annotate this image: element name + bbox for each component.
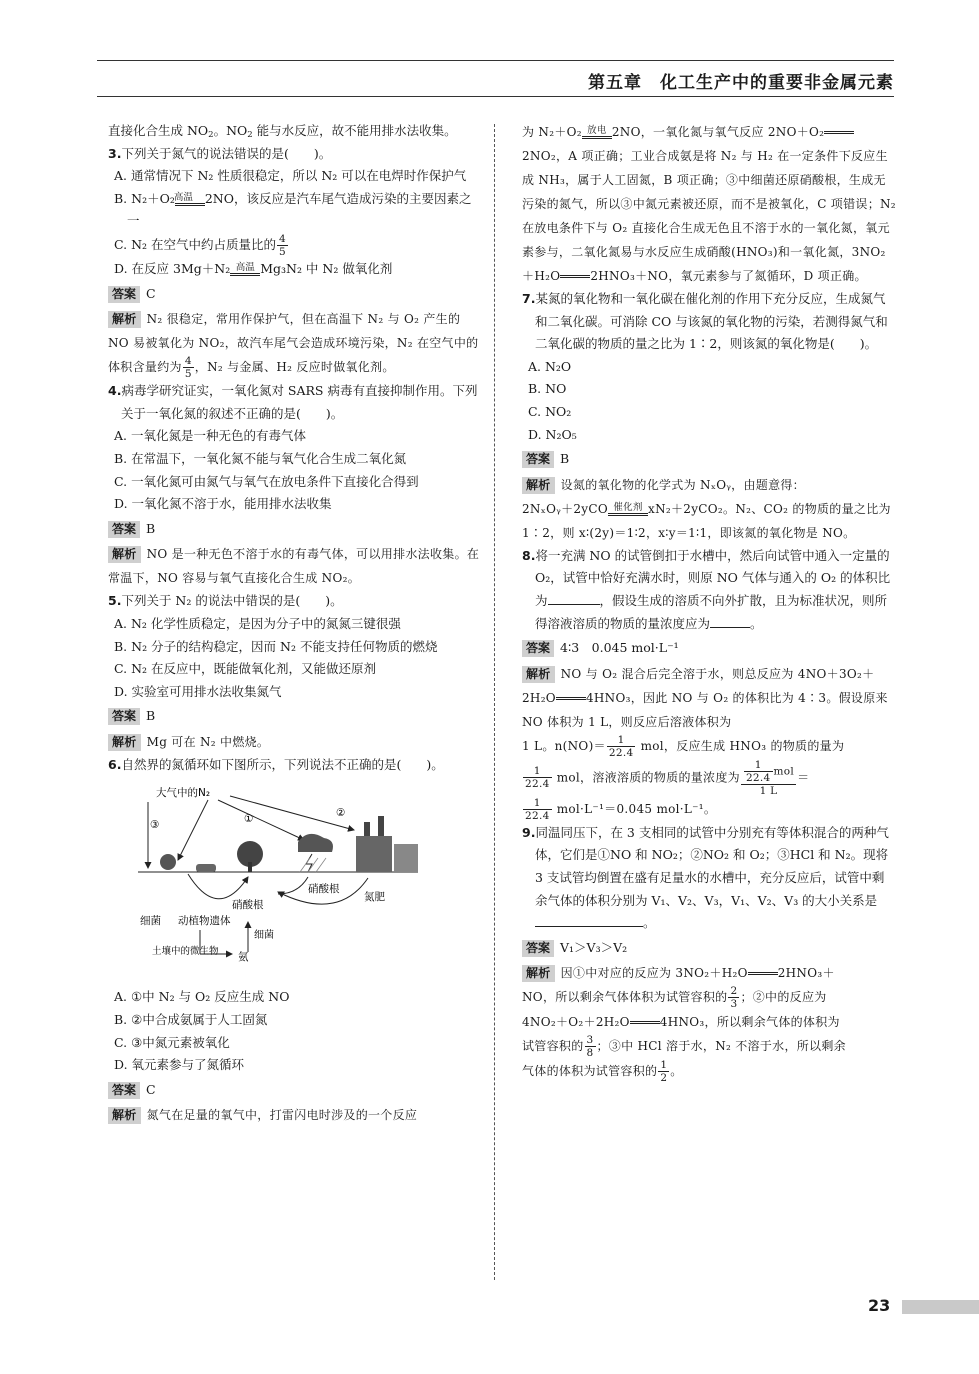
answer-tag: 答案 [108,521,140,538]
fraction: $\frac{1}{22.4}$ [608,733,634,759]
answer-blank[interactable] [710,627,750,628]
right-column [522,120,896,1084]
option-b: B. ②中合成氨属于人工固氮 [114,1012,268,1028]
reaction-arrow: 催化剂 [608,503,648,516]
reaction-equals [748,972,778,975]
explanation: 解析 设氮的氧化物的化学式为 NₓOᵧ，由题意得： 2NₓOᵧ＋2yCO 催化剂 xN₂＋2yCO₂。N₂、CO₂ 的物质的量之比为 1∶2，则 x∶(2y)＝1∶2，x∶y＝1∶1，即该氮的氧化物是 NO。 [522,477,891,540]
question-8: 8.将一充满 NO 的试管倒扣于水槽中，然后向试管中通入一定量的 O₂，试管中恰好充满水时，则原 NO 气体与通入的 O₂ 的体积比为 ，假设生成的溶质不向外扩散，且为标准状况，则所得溶液溶质的物质的量浓度应为 。 答案 4∶3 0.045 mol·L⁻¹ 解析 NO 与 O₂ 混合后完全溶于水，则总反应为 4NO＋3O₂＋2H₂O 4HNO₃，因此 NO 与 O₂ 的体积比为 4∶3。假设原来 NO 体积为 1 L，则反应后溶液体积为 1 L。n(NO)＝ $\frac{1}{22.4}$ mol，反应生成 HNO₃ 的物质的量为 $\frac{1}{22.4}$ mol，溶液溶质的物质的量浓度为 $\frac{1}{22.4}$ mol 1 L ＝ $\frac{1}{22.4}$ mol·L⁻¹＝0.045 mol·L⁻¹。 [522,545,896,822]
arrow-1a [178,800,208,860]
left-column [108,120,480,1127]
answer-row: 答案 B [522,448,896,471]
answer-row: 答案 C [108,283,480,306]
fraction: $\frac{1}{22.4}$ [525,796,550,822]
fraction: $\frac{3}{8}$ [586,1034,594,1060]
answer-row: 答案 B [108,705,480,728]
answer-tag: 答案 [108,1082,140,1099]
circle-3-label: ③ [150,819,160,832]
option-d: D. 氧元素参与了氮循环 [114,1057,245,1073]
option-a: A. ①中 N₂ 与 O₂ 反应生成 NO [114,989,290,1005]
explanation-tag: 解析 [108,734,141,751]
fertilizer-label: 氮肥 [364,891,385,904]
reaction-equals [630,1021,660,1024]
option-b: B. NO [528,381,567,397]
reaction-equals [560,275,590,278]
question-7: 7.某氮的氧化物和一氧化碳在催化剂的作用下充分反应，生成氮气和二氧化碳。可消除 CO 与该氮的氧化物的污染，若测得氮气和二氧化碳的物质的量之比为 1∶2，则该氮的氧化物是( )。 A. N₂O B. NO C. NO₂ D. N₂O₅ 答案 B 解析 设氮的氧化物的化学式为 NₓOᵧ，由题意得： 2NₓOᵧ＋2yCO 催化剂 xN₂＋2yCO₂。N₂、CO₂ 的物质的量之比为 1∶2，则 x∶(2y)＝1∶2，x∶y＝1∶1，即该氮的氧化物是 NO。 [522,288,896,545]
header-rule-top [97,60,894,61]
option-b: B. 在常温下，一氧化氮不能与氧气化合生成二氧化氮 [114,450,407,466]
answer-row: 答案 V₁＞V₃＞V₂ [522,937,896,960]
nitrate-arrow [278,877,308,894]
question-4: 4.病毒学研究证实，一氧化氮对 SARS 病毒有直接抑制作用。下列关于一氧化氮的叙述不正确的是( )。 A. 一氧化氮是一种无色的有毒气体 B. 在常温下，一氧化氮不能与氧气化合生成二氧化氮 C. 一氧化氮可由氮气与氧气在放电条件下直接化合得到 D. 一氧化氮不溶于水，能用排水法收集 答案 B 解析 NO 是一种无色不溶于水的有毒气体，可以用排水法收集。在常温下，NO 容易与氧气直接化合生成 NO₂。 [108,380,480,590]
shrub-icon [160,854,176,870]
option-a: A. 通常情况下 N₂ 性质很稳定，所以 N₂ 可以在电焊时作保护气 [114,168,467,184]
answer-row: 答案 C [108,1079,480,1102]
question-3: 3.下列关于氮气的说法错误的是( )。 A. 通常情况下 N₂ 性质很稳定，所以 N₂ 可以在电焊时作保护气 B. N₂＋O₂ 高温 2NO，该反应是汽车尾气造成污染的主要因素之一 C. N₂ 在空气中约占质量比的 $\frac{4}{5}$ D. 在反应 3Mg＋N₂ 高温 Mg₃N₂ 中 N₂ 做氧化剂 答案 C 解析 N₂ 很稳定，常用作保护气，但在高温下 N₂ 与 O₂ 产生的 NO 易被氧化为 NO₂，故汽车尾气会造成环境污染，N₂ 在空气中的体积含量约为 $\frac{4}{5}$ ，N₂ 与金属、H₂ 反应时做氧化剂。 [108,145,479,381]
soil-label: 土壤中的微生物 [152,946,219,958]
answer-row: 答案 B [108,518,480,541]
explanation: 解析 NO 是一种无色不溶于水的有毒气体，可以用排水法收集。在常温下，NO 容易与氧气直接化合生成 NO₂。 [108,547,480,586]
option-d: D. 一氧化氮不溶于水，能用排水法收集 [114,496,332,512]
explanation: 解析 Mg 可在 N₂ 中燃烧。 [108,730,480,754]
option-a: A. 一氧化氮是一种无色的有毒气体 [114,428,306,444]
fraction: $\frac{4}{5}$ [279,232,286,258]
explanation: 解析 N₂ 很稳定，常用作保护气，但在高温下 N₂ 与 O₂ 产生的 NO 易被氧化为 NO₂，故汽车尾气会造成环境污染，N₂ 在空气中的体积含量约为 $\frac{4}{5}$ ，N₂ 与金属、H₂ 反应时做氧化剂。 [108,312,479,381]
option-d: D. 实验室可用排水法收集氮气 [114,683,282,699]
bacteria-label-1: 细菌 [140,915,161,928]
reaction-equals [556,697,586,700]
explanation: 解析 氮气在足量的氧气中，打雷闪电时涉及的一个反应 [108,1103,480,1127]
nitrate-label-2: 硝酸根 [308,883,340,896]
nitrogen-cycle-svg [138,782,478,982]
explanation-tag: 解析 [522,477,555,494]
bacteria-label-2: 细菌 [254,930,274,942]
answer-tag: 答案 [108,286,140,303]
answer-blank[interactable] [535,926,643,927]
column-divider [494,124,495,1280]
uptake-arrow [188,874,248,899]
circle-1-label: ① [244,813,254,826]
remains-label: 动植物遗体 [178,915,231,928]
option-c: C. N₂ 在反应中，既能做氧化剂，又能做还原剂 [114,661,376,677]
arrow-1 [218,800,304,840]
answer-blank[interactable] [548,604,600,605]
explanation: 解析 因①中对应的反应为 3NO₂＋H₂O 2HNO₃＋ NO，所以剩余气体体积为试管容积的 $\frac{2}{3}$ ；②中的反应为 4NO₂＋O₂＋2H₂O 4HNO₃，所以剩余气体的体积为 试管容积的 $\frac{3}{8}$ ；③中 HCl 溶于水，N₂ 不溶于水，所以剩余 气体的体积为试管容积的 $\frac{1}{2}$ 。 [522,966,846,1085]
answer-tag: 答案 [108,708,140,725]
explanation-continued: 为 N₂＋O₂ 放电 2NO，一氧化氮与氧气反应 2NO＋O₂ 2NO₂，A 项正确；工业合成氨是将 N₂ 与 H₂ 在一定条件下反应生成 NH₃，属于人工固氮，B 项正确；③中细菌还原硝酸根，生成无污染的氮气，所以③中氮元素被还原，而不是被氧化，C 项错误；N₂ 在放电条件下与 O₂ 直接化合生成无色且不溶于水的一氧化氮，氧元素参与，二氧化氮易与水反应生成硝酸(HNO₃)和一氧化氮，3NO₂＋H₂O 2HNO₃＋NO，氧元素参与了氮循环，D 项正确。 [522,125,896,283]
factory-icon [356,836,392,872]
answer-tag: 答案 [522,940,554,957]
nitrogen-cycle-diagram [138,782,478,982]
option-b: B. N₂＋O₂ 高温 2NO，该反应是汽车尾气造成污染的主要因素之一 [114,190,472,229]
answer-row: 答案 4∶3 0.045 mol·L⁻¹ [522,637,896,660]
reaction-arrow: 高温 [175,193,205,206]
option-a: A. N₂O [528,358,572,374]
continued-text: 直接化合生成 $NO_2$。$NO_2$ 能与水反应，故不能用排水法收集。 [108,123,457,140]
option-a: A. N₂ 化学性质稳定，是因为分子中的氮氮三键很强 [114,615,401,631]
question-9: 9.同温同压下，在 3 支相同的试管中分别充有等体积混合的两种气体，它们是①NO 和 NO₂；②NO₂ 和 O₂；③HCl 和 N₂。现将 3 支试管均倒置在盛有足量水的水槽中，充分反应后，试管中剩余气体的体积分别为 V₁、V₂、V₃，V₁、V₂、V₃ 的大小关系是。 答案 V₁＞V₃＞V₂ 解析 因①中对应的反应为 3NO₂＋H₂O 2HNO₃＋ NO，所以剩余气体体积为试管容积的 $\frac{2}{3}$ ；②中的反应为 4NO₂＋O₂＋2H₂O 4HNO₃，所以剩余气体的体积为 试管容积的 $\frac{3}{8}$ ；③中 HCl 溶于水，N₂ 不溶于水，所以剩余 气体的体积为试管容积的 $\frac{1}{2}$ 。 [522,822,896,1085]
explanation-tag: 解析 [108,311,141,328]
option-d: D. 在反应 3Mg＋N₂ 高温 Mg₃N₂ 中 N₂ 做氧化剂 [114,260,393,276]
reaction-equals [824,131,854,134]
option-b: B. N₂ 分子的结构稳定，因而 N₂ 不能支持任何物质的燃烧 [114,638,438,654]
nitrate-label-1: 硝酸根 [232,899,264,912]
compound-fraction: $\frac{1}{22.4}$ mol 1 L [741,759,796,797]
question-6: 6.自然界的氮循环如下图所示，下列说法不正确的是( )。 大气中的N₂ ③ ① ② 硝酸根 硝酸根 氮肥 细菌 动植物遗体 细菌 土壤中的微生物 氨 A. ①中 N₂ 与 O₂ 反应生成 NO B. ②中合成氨属于人工固氮 C. ③中氮元素被氧化 D. 氧元素参与了氮循环 答案 C 解析 氮气在足量的氧气中，打雷闪电时涉及的一个反应 [108,754,480,1128]
animal-icon [196,864,216,872]
option-c: C. NO₂ [528,403,572,419]
page-number: 23 [868,1296,891,1315]
fraction: $\frac{2}{3}$ [730,985,738,1011]
question-5: 5.下列关于 N₂ 的说法中错误的是( )。 A. N₂ 化学性质稳定，是因为分子中的氮氮三键很强 B. N₂ 分子的结构稳定，因而 N₂ 不能支持任何物质的燃烧 C. N₂ 在反应中，既能做氧化剂，又能做还原剂 D. 实验室可用排水法收集氮气 答案 B 解析 Mg 可在 N₂ 中燃烧。 [108,590,480,754]
circle-2-label: ② [336,807,346,820]
explanation-tag: 解析 [108,1107,141,1124]
fraction: $\frac{1}{22.4}$ [525,765,550,791]
reaction-arrow: 放电 [582,126,612,139]
explanation-tag: 解析 [522,666,555,683]
fraction: $\frac{4}{5}$ [184,355,192,381]
option-c: C. N₂ 在空气中约占质量比的 $\frac{4}{5}$ [114,232,286,258]
explanation-tag: 解析 [522,965,555,982]
cloud-icon [298,834,333,852]
fraction: $\frac{1}{2}$ [660,1059,668,1085]
answer-tag: 答案 [522,451,554,468]
ammonia-label: 氨 [238,951,249,964]
answer-tag: 答案 [522,640,554,657]
reaction-arrow: 高温 [230,263,260,276]
option-c: C. 一氧化氮可由氮气与氧气在放电条件下直接化合得到 [114,473,419,489]
chapter-title: 第五章 化工生产中的重要非金属元素 [588,73,894,93]
option-c: C. ③中氮元素被氧化 [114,1034,230,1050]
explanation: 解析 NO 与 O₂ 混合后完全溶于水，则总反应为 4NO＋3O₂＋2H₂O 4HNO₃，因此 NO 与 O₂ 的体积比为 4∶3。假设原来 NO 体积为 1 L，则反应后溶液体积为 1 L。n(NO)＝ $\frac{1}{22.4}$ mol，反应生成 HNO₃ 的物质的量为 $\frac{1}{22.4}$ mol，溶液溶质的物质的量浓度为 $\frac{1}{22.4}$ mol 1 L ＝ $\frac{1}{22.4}$ mol·L⁻¹＝0.045 mol·L⁻¹。 [522,666,888,822]
option-d: D. N₂O₅ [528,426,577,442]
page-number-bar [902,1300,979,1314]
header-rule-bottom [97,96,894,97]
explanation-tag: 解析 [108,546,141,563]
air-nitrogen-label: 大气中的N₂ [156,787,211,800]
